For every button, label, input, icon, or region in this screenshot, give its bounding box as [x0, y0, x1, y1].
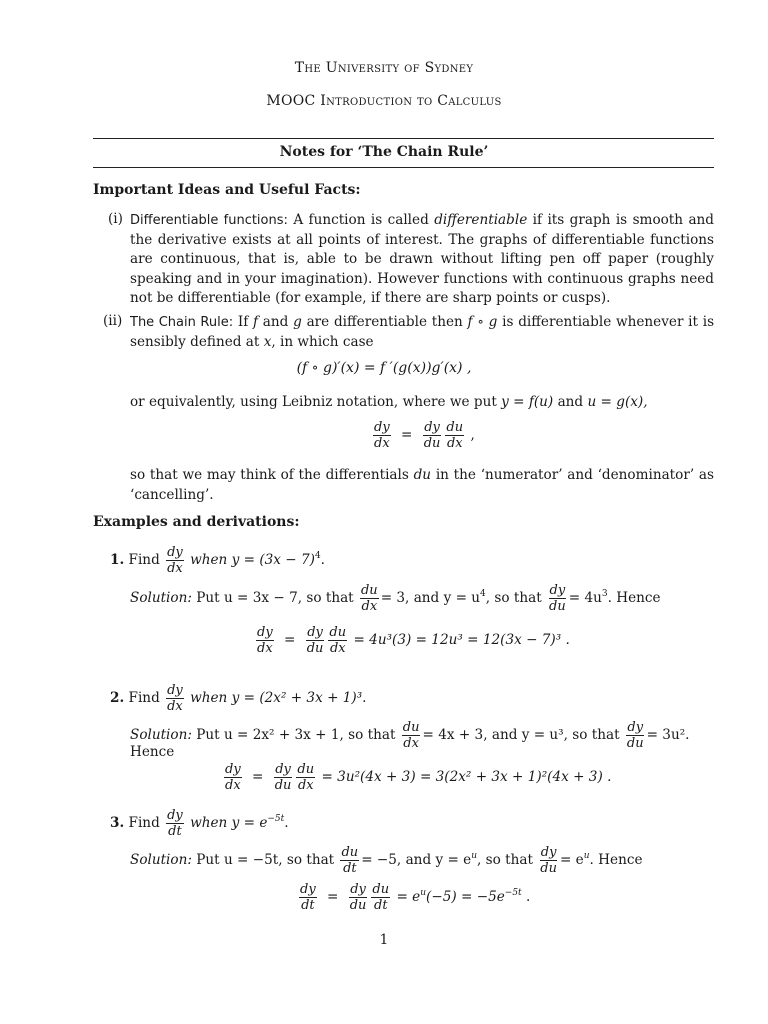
example-2-sol-c: = 3u².: [646, 727, 690, 743]
example-1-sol-b-exp: 4: [480, 589, 486, 599]
example-3-result: $\frac{dy}{dt}$ = $\frac{dy}{du}$ $\frac{du}{dt}$ = $e^u(-5) = -5e^{-5t}$ .: [300, 882, 531, 913]
item-i-paragraph: [130, 211, 714, 309]
example-1-result: $\frac{dy}{dx}$ = $\frac{dy}{du}$ $\frac{du}{dx}$ = 4u³(3) = 12u³ = 12(3x − 7)³ .: [257, 625, 570, 656]
frac-dy-dt: $\frac{dy}{dt}$: [167, 808, 183, 839]
example-3-solution: [130, 845, 643, 876]
frac-dy-dx: $\frac{dy}{dx}$: [167, 683, 183, 714]
example-1-sol-a: Put u = 3x − 7, so that: [196, 590, 354, 606]
item-marker-ii: (ii): [103, 313, 123, 329]
page-number: 1: [379, 932, 389, 948]
solution-label: Solution:: [130, 590, 192, 606]
frac-du-dt: $\frac{du}{dt}$: [341, 845, 359, 876]
frac-du-dx: $\frac{du}{dx}$: [446, 420, 464, 451]
example-3-result-a: = e: [396, 889, 421, 905]
chain-rule-formula: (f ∘ g)′(x) = f ′(g(x))g′(x) ,: [296, 360, 472, 376]
math-fog: f ∘ g: [467, 314, 498, 330]
frac-dy-du: $\frac{dy}{du}$: [540, 845, 557, 876]
example-2-find: Find: [128, 690, 160, 706]
example-1-result-text: = 4u³(3) = 12u³ = 12(3x − 7)³ .: [353, 632, 570, 648]
example-2-when: when y = (2x² + 3x + 1)³.: [190, 690, 367, 706]
item-ii-and: and: [262, 314, 289, 330]
item-ii-text-b: are differentiable then: [306, 314, 463, 330]
leibniz-y: y = f(u): [501, 394, 554, 410]
top-rule: [93, 138, 714, 139]
example-3-find: Find: [128, 815, 160, 831]
example-2-result-text: = 3u²(4x + 3) = 3(2x² + 3x + 1)²(4x + 3) .: [321, 769, 612, 785]
cancel-paragraph: [130, 466, 714, 505]
example-1-number: 1.: [110, 552, 125, 568]
frac-dy-dx: $\frac{dy}{dx}$: [374, 420, 390, 451]
example-3-sol-d: = e: [559, 852, 584, 868]
item-i-emph: differentiable: [434, 212, 528, 228]
item-ii-text-a: If: [237, 314, 249, 330]
example-1-when-exp: 4: [314, 551, 321, 561]
example-1-sol-b: = 3, and y = u: [380, 590, 481, 606]
notes-title: Notes for ‘The Chain Rule’: [279, 144, 489, 160]
item-i-text-a: A function is called: [293, 212, 429, 228]
frac-du-dt: $\frac{du}{dt}$: [372, 882, 390, 913]
frac-dy-du: $\frac{dy}{du}$: [423, 420, 441, 451]
item-ii-text-d: , in which case: [271, 333, 374, 350]
item-i-label: Differentiable functions:: [130, 213, 288, 228]
example-3-sol-a: Put u = −5t, so that: [196, 852, 335, 868]
frac-dy-du: $\frac{dy}{du}$: [549, 583, 566, 614]
example-3-result-exp: u: [420, 888, 427, 898]
solution-label: Solution:: [130, 852, 192, 868]
item-ii-text-c: is differentiable whenever it is sensibly defined at: [130, 314, 715, 350]
example-3-sol-b-exp: u: [471, 851, 478, 861]
leibniz-u: u = g(x),: [587, 394, 648, 410]
cancel-du: du: [413, 467, 432, 483]
frac-du-dx: $\frac{du}{dx}$: [360, 583, 378, 614]
bottom-rule: [93, 167, 714, 168]
frac-dy-dt: $\frac{dy}{dt}$: [300, 882, 316, 913]
leibniz-line: [130, 393, 648, 412]
example-1-when: when y = (3x − 7): [190, 552, 315, 568]
example-3-sol-d-exp: u: [583, 851, 590, 861]
example-1-solution: [130, 583, 661, 614]
example-3-question: 3. Find $\frac{dy}{dt}$ when $y = e^{-5t}$.: [110, 808, 289, 839]
frac-dy-du: $\frac{dy}{du}$: [349, 882, 367, 913]
item-i-text-b: if its graph is smooth and the derivative exists at all points of interest. The graphs of differentiable functions are continuous, that is, able to be drawn without lifting pen off paper (roughly speaking and in your imagination). However functions with continuous graphs need not be differentiable (for example, if there are sharp points or cusps).: [130, 212, 715, 306]
course-title: MOOC Introduction to Calculus: [266, 93, 502, 109]
example-1-sol-d-exp: 3: [601, 589, 608, 599]
section-heading-examples: Examples and derivations:: [93, 514, 300, 530]
example-3-sol-c: , so that: [477, 852, 533, 868]
solution-label: Solution:: [130, 727, 192, 743]
frac-dy-dx: $\frac{dy}{dx}$: [225, 762, 241, 793]
example-3-result-b-exp: −5t: [504, 888, 522, 898]
example-1-find: Find: [128, 552, 160, 568]
cancel-text-a: so that we may think of the differentials: [130, 467, 409, 483]
math-f: f: [253, 314, 259, 330]
example-2-sol-b: = 4x + 3, and y = u³, so that: [422, 727, 620, 743]
university-title: The University of Sydney: [294, 60, 474, 76]
section-heading-ideas: Important Ideas and Useful Facts:: [93, 182, 361, 198]
example-2-question: [110, 683, 367, 714]
math-x: x: [263, 333, 272, 350]
cancel-text-b: in the ‘numerator’ and ‘denominator’ as ‘cancelling’.: [130, 467, 714, 503]
example-3-hence: . Hence: [589, 852, 643, 868]
leibniz-formula: $\frac{dy}{dx}$ = $\frac{dy}{du}$ $\frac{du}{dx}$ ,: [374, 420, 475, 451]
example-2-result: $\frac{dy}{dx}$ = $\frac{dy}{du}$ $\frac{du}{dx}$ = 3u²(4x + 3) = 3(2x² + 3x + 1)²(4x + 3) .: [225, 762, 612, 793]
example-2-solution: [130, 720, 689, 751]
math-g: g: [293, 314, 302, 330]
leibniz-and: and: [557, 394, 584, 410]
item-ii-label: The Chain Rule:: [130, 315, 234, 330]
example-2-number: 2.: [110, 690, 125, 706]
example-3-when: when y = e: [190, 815, 268, 831]
example-2-sol-a: Put u = 2x² + 3x + 1, so that: [196, 727, 396, 743]
example-1-sol-c: , so that: [485, 590, 542, 606]
frac-du-dx: $\frac{du}{dx}$: [329, 625, 347, 656]
item-ii-paragraph: [130, 313, 714, 352]
item-marker-i: (i): [108, 211, 123, 227]
frac-dy-dx: $\frac{dy}{dx}$: [257, 625, 273, 656]
example-1-hence: . Hence: [607, 590, 661, 606]
leibniz-text: or equivalently, using Leibniz notation, where we put: [130, 394, 497, 410]
example-3-result-end: .: [521, 889, 531, 905]
example-3-sol-b: = −5, and y = e: [361, 852, 472, 868]
frac-dy-dx: $\frac{dy}{dx}$: [167, 545, 183, 576]
example-1-sol-d: = 4u: [568, 590, 602, 606]
example-2-hence: Hence: [130, 744, 175, 760]
example-3-when-exp: −5t: [267, 814, 285, 824]
example-1-question: 1. Find $\frac{dy}{dx}$ when $y = (3x - 7)^4$.: [110, 545, 325, 576]
frac-du-dx: $\frac{du}{dx}$: [402, 720, 420, 751]
frac-du-dx: $\frac{du}{dx}$: [297, 762, 315, 793]
example-3-result-b: (−5) = −5e: [426, 889, 505, 905]
example-3-number: 3.: [110, 815, 125, 831]
frac-dy-du: $\frac{dy}{du}$: [274, 762, 292, 793]
frac-dy-du: $\frac{dy}{du}$: [306, 625, 324, 656]
frac-dy-du: $\frac{dy}{du}$: [626, 720, 644, 751]
